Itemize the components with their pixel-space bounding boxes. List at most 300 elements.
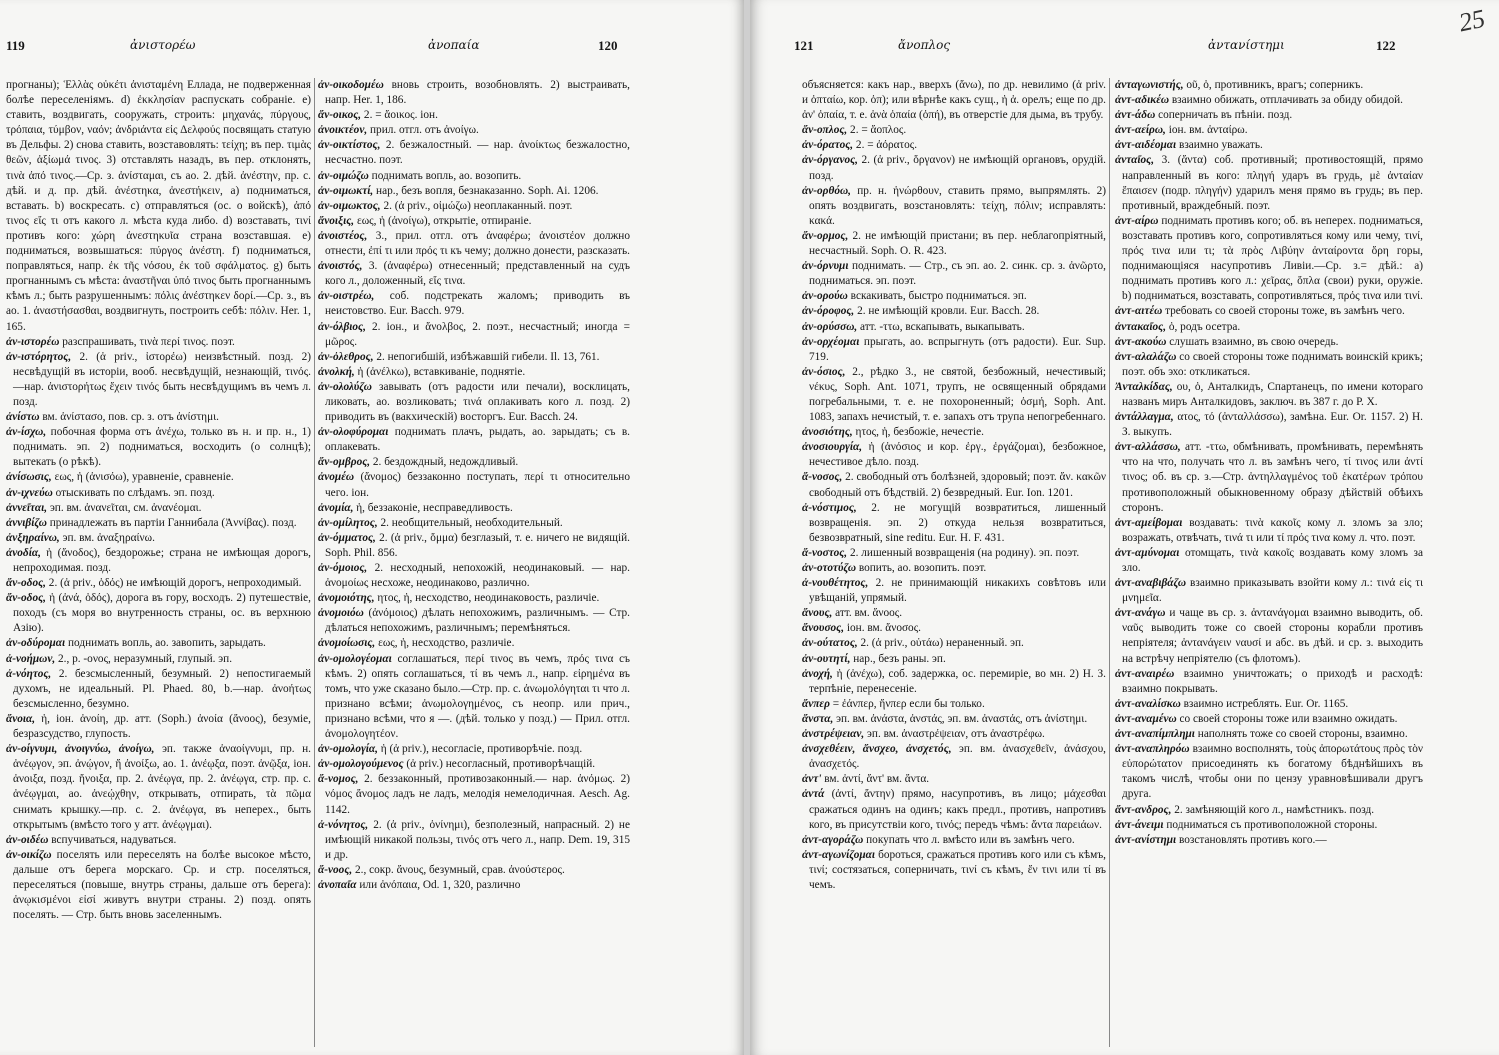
- entry-headword: ἄνουσος,: [802, 622, 845, 635]
- entry-headword: ἄ-νοος,: [318, 863, 353, 876]
- entry-definition: соглашаться, περί τινος въ чемъ, πρός τινα съ кѣмъ. 2) опять соглашаться, τί въ чемъ л., напр. εἰρημένα въ томъ, что уже сказано было.—Стр. пр. с. ἀνωμολόγηται τι что л. признано всѣми; ἀνωμολογημένος, съ неопр. или прич., признано всѣми, что я —. (дѣй. только у позд.) — Прил. отгл. ἀνομολογητέον.: [325, 652, 630, 741]
- entry-headword: ἀν-όσιος,: [802, 365, 846, 378]
- entry-headword: ἀντ-αείρω,: [1115, 124, 1166, 137]
- dictionary-entry: [6, 652, 311, 667]
- dictionary-entry: [802, 667, 1106, 697]
- dictionary-entry: [318, 199, 630, 214]
- entry-definition: вопить, ао. возопить. поэт.: [856, 562, 987, 574]
- entry-headword: ἄ-νομος,: [318, 773, 359, 786]
- dictionary-entry: [6, 833, 311, 848]
- dictionary-entry: [318, 591, 630, 606]
- dictionary-entry: [6, 591, 311, 636]
- entry-definition: ητος, ἡ, несходство, неодинаковость, различіе.: [374, 592, 600, 605]
- entry-headword: ἀντ-αιδέομαι: [1115, 139, 1177, 152]
- dictionary-entry: [6, 546, 311, 576]
- dictionary-entry: [318, 561, 630, 591]
- dictionary-entry: [1115, 803, 1423, 818]
- entry-headword: ἀν-ομολογέομαι: [318, 652, 392, 665]
- dictionary-entry: [802, 501, 1106, 546]
- dictionary-entry: [802, 727, 1106, 742]
- dictionary-entry: [318, 455, 630, 470]
- entry-headword: ἀνοπαῖα: [318, 878, 357, 891]
- entry-definition: и чаще въ ср. з. ἀντανάγομαι взаимно выводить, об. ναῦς выводить тоже со своей стороны корабли противъ непріятеля; ἀντανάγειν ναυσί и абс. въ дѣй. и ср. з. выходить на встрѣчу непріятелю (съ флотомъ).: [1122, 607, 1423, 665]
- entry-definition: 2. (ἀ priv., ὁδός) не имѣющій дорогъ, непроходимый.: [45, 577, 302, 590]
- entry-definition: ἡ (ἀ priv.), несогласіе, противорѣчіе. позд.: [377, 743, 583, 756]
- entry-definition: 2. (ἀ priv., ὄργανον) не имѣющій органовъ, орудій. позд.: [809, 154, 1106, 182]
- dictionary-entry: [318, 380, 630, 425]
- entry-headword: ἀντ-αμείβομαι: [1115, 516, 1183, 529]
- entry-headword: ἀνίσωσις,: [6, 471, 52, 484]
- entry-headword: ἀντ-αγωνίζομαι: [802, 848, 876, 861]
- entry-headword: ἀ-νουθέτητος,: [802, 577, 869, 590]
- entry-definition: требовать со своей стороны тоже, въ замѣнъ чего.: [1162, 305, 1405, 318]
- entry-headword: ἀν-οικίζω: [6, 848, 52, 861]
- right-guide-word: ἀνοπαία: [428, 38, 480, 52]
- entry-definition: вспучиваться, надуваться.: [48, 833, 177, 846]
- entry-definition: (ἀντί, ἄντην) прямо, насупротивъ, въ лицо; μάχεσθαι сражаться одинъ на одинъ; какъ предл., противъ, напротивъ кого, въ присутствіи кого, τινός; передъ чѣмъ: ἄντα παρειάων.: [809, 788, 1106, 831]
- entry-headword: ἄνοια,: [6, 712, 36, 725]
- entry-headword: ἀντ-ανίστημι: [1115, 833, 1177, 846]
- dictionary-entry: [802, 289, 1106, 304]
- entry-headword: ἄνους,: [802, 607, 833, 620]
- entry-definition: слушать взаимно, въ свою очередь.: [1166, 335, 1339, 348]
- entry-headword: ἀννεῖται,: [6, 501, 48, 514]
- entry-headword: ἀν-όμματος,: [318, 531, 376, 544]
- entry-headword: ἄν-οδος,: [6, 592, 46, 605]
- left-page-header: [0, 38, 744, 58]
- dictionary-entry: [6, 78, 311, 335]
- dictionary-entry: [318, 259, 630, 289]
- entry-definition: (ἀνόμοιος) дѣлать непохожимъ, различнымъ. — Стр. дѣлаться непохожимъ, различнымъ; перемѣняться.: [325, 607, 630, 635]
- entry-definition: 2. (ἀ priv., ὀνίνημι), безполезный, напрасный. 2) не имѣющій никакой пользы, τινός отъ чего л., напр. Dem. 19, 315 и др.: [325, 818, 630, 861]
- entry-headword: ἀντ': [802, 773, 822, 786]
- dictionary-entry: [318, 757, 630, 772]
- dictionary-entry: [1115, 138, 1423, 153]
- entry-headword: ἀν-οικοδομέω: [318, 79, 384, 91]
- dictionary-entry: [802, 787, 1106, 832]
- entry-definition: 3. (ἄντα) соб. противный; противостоящій, прямо направленный въ кого: πληγή ударъ въ грудь, μὲ ἀνταίαν ἔπαισεν (подр. πληγήν) ударилъ меня прямо въ грудь; въ пер. противный, враждебный. поэт.: [1122, 154, 1423, 212]
- entry-definition: εως, ἡ (ἀνισόω), уравненіе, сравненіе.: [51, 471, 234, 484]
- dictionary-entry: [6, 516, 311, 531]
- entry-definition: принадлежать въ партіи Ганнибала (Ἀννίβας). позд.: [46, 516, 297, 529]
- column-rule: [314, 78, 315, 1047]
- entry-definition: ατος, τό (ἀνταλλάσσω), замѣна. Eur. Or. 1157. 2) Н. З. выкупъ.: [1122, 411, 1423, 439]
- entry-definition: со своей стороны тоже или взаимно ожидать.: [1176, 712, 1398, 725]
- entry-headword: ἄνστα,: [802, 712, 834, 725]
- entry-headword: ἀνομοίωσις,: [318, 637, 376, 650]
- entry-definition: эп. вм. ἀναξηραίνω.: [59, 531, 155, 544]
- entry-definition: ἡ, беззаконіе, несправедливость.: [353, 501, 513, 514]
- page-number-120: 120: [598, 38, 618, 53]
- dictionary-entry: [802, 259, 1106, 289]
- dictionary-column-1: [802, 78, 1106, 1055]
- entry-definition: эп. также ἀναοίγνυμι, пр. н. ἀνέῳγον, эп. ἀνῴγον, ἤ ἀνοίξω, ао. 1. ἀνέῳξα, поэт. ἀνῷξα, іон. ἀνοιξα, позд. ἤνοιξα, пр. 2. ἀνέῳγα, пр. 2. ἀνέῳγα, стр. пр. с. ἀνέῳγμαι, ао. ἀνεῴχθην, открывать, отпирать, τὰ πῶμα снимать крышку.—пр. с. 2. ἀνέῳγα, въ неперех., быть открытымъ (вмѣсто того у атт. ἀνέῳγμαι).: [13, 743, 311, 831]
- dictionary-entry: [6, 531, 311, 546]
- entry-definition: эп. вм. ἀνανεῖται, см. ἀνανέομαι.: [47, 501, 202, 514]
- dictionary-entry: [318, 214, 630, 229]
- entry-headword: ἀνταῖος,: [1115, 154, 1155, 167]
- margin-handwritten-note: 25: [1456, 3, 1488, 38]
- entry-definition: эп. вм. ἀνάστα, ἀνστάς, эп. вм. ἀναστάς, отъ ἀνίστημι.: [833, 712, 1088, 725]
- dictionary-entry: [6, 636, 311, 651]
- left-page: [0, 0, 744, 1055]
- entry-headword: ἀντ-αναπίμπλημι: [1115, 728, 1195, 741]
- entry-definition: соперничать въ пѣніи. позд.: [1155, 109, 1293, 122]
- entry-definition: (ἄνομος) беззаконно поступать, περί τι относительно чего. іон.: [325, 471, 630, 499]
- dictionary-entry: [6, 335, 311, 350]
- entry-definition: завывать (отъ радости или печали), восклицать, ликовать, ао. возликовать; τινά оплакивать кого л. позд. 2) приводить въ (вакхическій) восторгъ. Eur. Bacch. 24.: [325, 380, 630, 424]
- entry-headword: ἀν-ορύσσω,: [802, 320, 858, 333]
- entry-definition: вм. ἀνίστασο, пов. ср. з. отъ ἀνίστημι.: [39, 411, 220, 424]
- entry-headword: ἀν-ομολογούμενος: [318, 758, 404, 771]
- entry-headword: ἀνστρέψειαν,: [802, 728, 865, 741]
- dictionary-entry: [1115, 78, 1423, 93]
- entry-definition: 2., сокр. ἄνους, безумный, срав. ἀνούστερος.: [352, 863, 565, 876]
- entry-headword: ἀ-νόνητος,: [318, 818, 369, 831]
- dictionary-column-2: [1115, 78, 1423, 1055]
- dictionary-entry: [318, 818, 630, 863]
- entry-definition: 2. (ἀ priv., ἱστορέω) неизвѣстный. позд. 2) несвѣдущій въ исторіи, вооб. несвѣдущій, незнающій, τινός.—нар. ἀνιστορήτως ἔχειν τινός быть несвѣдущимъ въ чемъ л. позд.: [13, 350, 311, 408]
- entry-headword: ἀννιβίζω: [6, 516, 47, 529]
- entry-headword: ἄν-οδος,: [6, 577, 46, 590]
- entry-definition: поднимать противъ кого; об. въ неперех. подниматься, возставать противъ кого, сопротивляться кому или чему, τινί, πρός τινα или τι; τὰ πρὸς Λιβύην ἀνταίροντα ὄρη горы, поднимающіяся насупротивъ Ливіи.—Ср. з.= дѣй.: а) поднимать противъ кого л.: χεῖρας, ὅπλα (свои) руки, оружіе. b) подниматься, возставать, сопротивляться, πρός τινα или τινί.: [1122, 214, 1423, 303]
- entry-definition: 2. = ἄοικος. іон.: [361, 109, 438, 122]
- entry-definition: прогнаны); Ἑλλὰς οὐκέτι ἀνισταμένη Еллада, не подверженная болѣе переселеніямъ. d) ἐκκλησίαν распускать собраніе. е) ставить, воздвигать, сооружать, строить: μηχανάς, πύργους, τρόπαια, τύμβον, ναόν; ἀνδριάντα εἰς Δελφούς посвящать статую въ Дельфы. 2) снова ставить, возставовлять: τείχη; въ пер. τιμὰς θεῶν, ἀξίωμά τινος. 3) отставлять назадъ, въ пер. отклонять, τινὰ ἀπό τινος.—Ср. з. ἀνίσταμαι, съ ао. 2. дѣй. ἀνέστην, пр. с. дѣй. и д. пр. дѣй. ἀνέστηκα, ἀνεστήκειν, a) подниматься, вставать. b) воскресать. с) отправляться (ос. о войскѣ), ἀπό τινος εἴς τι отъ какого л. мѣста куда либо. d) возставать, τινί противъ кого: χώρη ἀνεστηκυῖα страна возставшая. е) подниматься, возвышаться: πύργος ἀνέστη. f) подниматься, поправляться, напр. ἐκ τῆς νόσου, ἐκ τοῦ σφάλματος. g) быть прогнаннымъ съ мѣста: ἀναστῆναι ὑπό τινος быть прогнаннымъ кѣмъ л.; быть разрушеннымъ: πόλις ἀνέστηκεν δορί.—Ср. з., въ ао. 1. ἀναστήσασθαι, воздвигнуть, построить себѣ: πόλιν. Her. 1, 165.: [6, 79, 311, 333]
- entry-headword: ἀντακαῖος,: [1115, 320, 1167, 333]
- entry-headword: ἀντ-άδω: [1115, 109, 1156, 122]
- entry-definition: ου, ὁ, Анталкидъ, Спартанецъ, по имени котораго названъ миръ Анталкидовъ, заключ. въ 387 г. до Р. Х.: [1122, 380, 1423, 408]
- dictionary-entry: [1115, 410, 1423, 440]
- dictionary-entry: [318, 742, 630, 757]
- dictionary-column-2: [318, 78, 630, 1055]
- entry-headword: ἀντά: [802, 788, 825, 801]
- dictionary-entry: [802, 440, 1106, 470]
- dictionary-entry: [1115, 93, 1423, 108]
- entry-definition: 2. безжалостный. — нар. ἀνοίκτως безжалостно, несчастно. поэт.: [325, 139, 630, 167]
- entry-definition: атт. вм. ἄνοος.: [832, 607, 903, 620]
- entry-headword: ἀν-ιχνεύω: [6, 486, 53, 499]
- entry-definition: ἡ (ἀνά, ὁδός), дорога въ гору, восходъ. 2) путешествіе, походъ (съ моря во внутренность страны, ос. въ верхнюю Азію).: [13, 592, 311, 635]
- dictionary-entry: [1115, 153, 1423, 213]
- entry-headword: ἀντ-αλαλάζω: [1115, 350, 1177, 363]
- entry-definition: 2. несходный, непохожій, неодинаковый. — нар. ἀνομοίως несхоже, неодинаково, различно.: [325, 562, 630, 590]
- dictionary-entry: [6, 470, 311, 485]
- entry-headword: ἀνομία,: [318, 501, 354, 514]
- entry-headword: ἀντ-ανάγω: [1115, 607, 1166, 620]
- entry-definition: ητος, ἡ, безбожіе, нечестіе.: [852, 426, 984, 439]
- entry-headword: ἀν-ορθόω,: [802, 184, 851, 197]
- entry-headword: ἀν-ορούω: [802, 290, 848, 303]
- dictionary-entry: [318, 289, 630, 319]
- entry-headword: ἀνοικτέον,: [318, 124, 368, 137]
- dictionary-entry: [802, 636, 1106, 651]
- dictionary-entry: [802, 78, 1106, 123]
- entry-headword: ἄνπερ: [802, 697, 830, 710]
- dictionary-entry: [1115, 214, 1423, 305]
- dictionary-entry: [802, 772, 1106, 787]
- dictionary-entry: [1115, 712, 1423, 727]
- dictionary-entry: [1115, 833, 1423, 848]
- dictionary-entry: [802, 546, 1106, 561]
- entry-definition: или ἀνόπαια, Od. 1, 320, различно: [356, 878, 521, 891]
- entry-definition: εως, ἡ, несходство, различіе.: [375, 637, 515, 650]
- entry-headword: ἄ-νοσος,: [802, 471, 843, 484]
- entry-definition: атт. -ττω, обмѣнивать, промѣнивать, перемѣнять что на что, получать что л. въ замѣнъ чего, τί τινος или ἀντί τινος; об. въ ср. з.—Стр. ἀντηλλαγμένος τοῦ ἑκατέρων τρόπου противоположный обыкновенному образу дѣйствій обѣихъ сторонъ.: [1122, 441, 1423, 514]
- entry-headword: ἄντ-ανδρος,: [1115, 803, 1172, 816]
- entry-headword: ἄν-ομβρος,: [318, 456, 371, 469]
- dictionary-entry: [318, 470, 630, 500]
- dictionary-entry: [802, 184, 1106, 229]
- entry-headword: ἀντ-αναμένω: [1115, 712, 1177, 725]
- dictionary-entry: [318, 652, 630, 743]
- entry-headword: ἀν-οιστρέω,: [318, 290, 375, 303]
- dictionary-entry: [1115, 516, 1423, 546]
- entry-headword: ἀντ-αμύνομαι: [1115, 546, 1180, 559]
- entry-definition: взаимно обижать, отплачивать за обиду обидой.: [1169, 94, 1403, 107]
- entry-headword: ἀν-οιμώζω: [318, 169, 369, 182]
- entry-definition: воздавать: τινὰ κακοῖς кому л. зломъ за зло; возражать, отвѣчать, τινά τι или τί πρός τινα кому л. что. поэт.: [1122, 516, 1423, 544]
- entry-headword: ἀν-ομίλητος,: [318, 516, 378, 529]
- dictionary-entry: [318, 123, 630, 138]
- dictionary-entry: [1115, 123, 1423, 138]
- entry-definition: 2. (ἀ priv., ὄμμα) безглазый, т. е. ничего не видящій. Soph. Phil. 856.: [325, 531, 630, 559]
- entry-headword: ἀνοδία,: [6, 546, 41, 559]
- entry-headword: ἄν-οπλος,: [802, 124, 848, 137]
- entry-definition: ἡ (ἄνοδος), бездорожье; страна не имѣющая дорогъ, непроходимая. позд.: [13, 546, 311, 574]
- entry-definition: 2. свободный отъ болѣзней, здоровый; поэт. ἄν. κακῶν свободный отъ бѣдствій. 2) безвредный. Eur. Ion. 1201.: [809, 471, 1106, 499]
- entry-headword: ἀν-ομολογία,: [318, 743, 378, 756]
- entry-definition: 3., прил. отгл. отъ ἀναφέρω; ἀνοιστέον должно отнести, ἐπί τι или πρός τι къ чему; должно донести, разсказать.: [325, 229, 630, 258]
- entry-headword: ἀνίστω: [6, 411, 40, 424]
- entry-definition: 2. = ἄοπλος.: [847, 124, 907, 137]
- dictionary-entry: [1115, 697, 1423, 712]
- dictionary-entry: [1115, 108, 1423, 123]
- entry-definition: покупать что л. вмѣсто или въ замѣнъ чего.: [863, 833, 1075, 846]
- page-number-122: 122: [1376, 38, 1396, 53]
- entry-definition: іон. вм. ἄνοσος.: [844, 622, 922, 635]
- page-number-121: 121: [794, 38, 814, 53]
- dictionary-entry: [6, 667, 311, 712]
- entry-headword: ἀ-νόητος,: [6, 667, 52, 680]
- entry-definition: ἡ (ἀνέχω), соб. задержка, ос. перемиріе, во мн. 2) Н. З. терпѣніе, перенесеніе.: [809, 667, 1106, 695]
- right-guide-word: ἀντανίστημι: [1208, 38, 1285, 52]
- entry-definition: поселять или переселять на болѣе высокое мѣсто, дальше отъ берега морскаго. Ср. и стр. поселяться, переселяться (повыше, внутрь страны, дальше отъ берега): ἀνῳκισμένοι εἰσί живутъ внутри страны. 2) позд. опять поселять. — Стр. быть вновь заселеннымъ.: [13, 848, 311, 922]
- dictionary-entry: [802, 320, 1106, 335]
- dictionary-entry: [318, 365, 630, 380]
- entry-definition: 2. іон., и ἄνολβος, 2. поэт., несчастный; иногда = μῶρος.: [325, 320, 630, 348]
- entry-headword: ἀν-ιστορέω: [6, 335, 60, 348]
- page-number-119: 119: [6, 38, 25, 53]
- entry-headword: ἀνομοιότης,: [318, 592, 375, 605]
- entry-definition: наполнять тоже со своей стороны, взаимно.: [1194, 728, 1408, 741]
- entry-definition: эп. вм. ἀνασχεθεῖν, ἀνάσχου, ἀνασχετός.: [809, 743, 1106, 771]
- dictionary-entry: [802, 712, 1106, 727]
- entry-headword: ἀν-ιστόρητος,: [6, 350, 72, 363]
- dictionary-entry: [318, 878, 630, 893]
- entry-headword: ἀντ-αναβιβάζω: [1115, 577, 1187, 590]
- entry-headword: ἄνοιξις,: [318, 214, 355, 227]
- entry-definition: 2., р. -ονος, неразумный, глупый. эп.: [55, 652, 233, 665]
- entry-headword: ἀν-ὀλεθρος,: [318, 350, 374, 363]
- entry-headword: ἀν-οιμωκτος,: [318, 199, 381, 212]
- entry-definition: прыгать, ао. вспрыгнуть (отъ радости). Eur. Sup. 719.: [809, 335, 1106, 363]
- entry-definition: пр. н. ἠνώρθουν, ставить прямо, выпрямлять. 2) опять воздвигать, возстановлять: τείχη, πόλιν; исправлять: κακά.: [809, 184, 1106, 227]
- entry-definition: 2. (ἀ priv., οἰμώζω) неоплаканный. поэт.: [380, 199, 573, 212]
- entry-headword: ἀν-ούτατος,: [802, 637, 858, 650]
- entry-definition: = ἐάνπερ, ἤνπερ если бы только.: [829, 697, 985, 710]
- dictionary-entry: [6, 501, 311, 516]
- dictionary-entry: [802, 848, 1106, 893]
- left-guide-word: ἄνοπλος: [898, 38, 951, 52]
- entry-definition: 2. не принимающій никакихъ совѣтовъ или увѣщаній, упрямый.: [809, 577, 1106, 605]
- entry-definition: нар., безъ вопля, безнаказанно. Soph. Ai. 1206.: [373, 184, 599, 197]
- entry-definition: 2., рѣдко 3., не святой, безбожный, нечестивый; νέκυς, Soph. Ant. 1071, трупъ, не освященный обрядами погребальными, т. е. не похороненный; ὀσμή, Soph. Ant. 1083, запахъ нечистый, т. е. запахъ отъ трупа непогребеннаго.: [809, 365, 1106, 424]
- dictionary-entry: [1115, 606, 1423, 666]
- entry-headword: ἀνοχή,: [802, 667, 833, 680]
- entry-definition: (ἀ priv.) несогласный, противорѣчащій.: [403, 758, 596, 771]
- entry-definition: 2. = ἀόρατος.: [853, 139, 918, 152]
- entry-headword: ἀνοιστέος,: [318, 229, 368, 242]
- entry-definition: объясняется: какъ нар., вверхъ (ἄνω), по др. невилимо (ἀ priv. и ὀπταίω, кор. ὀπ); или вѣрнѣе какъ сущ., ἡ ἁ. орелъ; еще по др. ἀν' ὀπαία, т. е. ἀνὰ ὀπαία (ὀπή), въ отверстіе для дыма, въ трубу.: [802, 79, 1106, 122]
- entry-headword: ἀνοσιουργία,: [802, 441, 863, 454]
- entry-definition: поднимать плачъ, рыдать, ао. зарыдать; съ в. оплакевать.: [325, 426, 630, 454]
- dictionary-entry: [802, 621, 1106, 636]
- entry-headword: ἀν-όμοιος,: [318, 562, 368, 574]
- entry-headword: ἀνομοιόω: [318, 607, 364, 620]
- entry-definition: 2. беззаконный, противозаконный.— нар. ἀνόμως. 2) νόμος ἄνομος ладъ не ладъ, мелодія немелодичная. Aesch. Ag. 1142.: [325, 773, 630, 816]
- entry-headword: ἀντ-άνειμι: [1115, 818, 1164, 831]
- dictionary-entry: [6, 350, 311, 410]
- entry-headword: ἀν-όλβιος,: [318, 320, 366, 333]
- entry-headword: ἀν-οιμωκτί,: [318, 184, 374, 197]
- column-rule: [1109, 78, 1110, 1047]
- dictionary-column-1: [6, 78, 311, 1055]
- entry-headword: ἀν-οικτίστος,: [318, 139, 381, 152]
- entry-definition: взаимно восполнять, τοὺς ἀπορωτάτους πρὸς τὸν εὐπορώτατον присоединять къ богатому бѣднѣйшихъ въ такомъ числѣ, чтобы они по цензу уравновѣшивали другъ друга.: [1122, 743, 1423, 801]
- entry-headword: ἀν-ολοφύρομαι: [318, 426, 389, 439]
- entry-headword: ἀντ-αίρω: [1115, 214, 1159, 227]
- entry-definition: 2. замѣняющій кого л., намѣстникъ. позд.: [1171, 803, 1375, 816]
- entry-definition: ἡ, іон. ἀνοίη, др. атт. (Soph.) ἀνοία (ἄνοος), безуміе, безразсудство, глупость.: [13, 712, 311, 741]
- dictionary-entry: [318, 184, 630, 199]
- dictionary-entry: [802, 123, 1106, 138]
- entry-definition: поднимать. — Стр., съ эп. ао. 2. синк. ср. з. ἀνῶρτο, подниматься. эп. поэт.: [809, 260, 1106, 288]
- entry-headword: ἀν-οδύρομαι: [6, 637, 66, 650]
- entry-headword: ἀντ-αναιρέω: [1115, 667, 1175, 680]
- entry-definition: вновь строить, возобновлять. 2) выстраивать, напр. Her. 1, 186.: [325, 79, 630, 107]
- entry-headword: ἀντ-αιτέω: [1115, 305, 1163, 318]
- entry-headword: ἀνομέω: [318, 471, 354, 484]
- dictionary-entry: [318, 606, 630, 636]
- entry-definition: 2. лишенный возвращенія (на родину). эп. поэт.: [847, 546, 1080, 559]
- dictionary-entry: [802, 833, 1106, 848]
- entry-headword: ἀντ-αναπληρόω: [1115, 743, 1190, 756]
- entry-definition: эп. вм. ἀναστρέψειαν, отъ ἀναστρέφω.: [864, 728, 1045, 741]
- entry-headword: ἀν-όρατος,: [802, 139, 854, 152]
- dictionary-entry: [802, 561, 1106, 576]
- dictionary-entry: [318, 169, 630, 184]
- dictionary-entry: [802, 425, 1106, 440]
- entry-headword: ἀν-ολολύζω: [318, 380, 372, 393]
- entry-headword: ἀνξηραίνω,: [6, 531, 60, 544]
- entry-headword: ἀν-οτοτύζω: [802, 562, 856, 574]
- dictionary-entry: [318, 78, 630, 108]
- entry-headword: ἀντ-αγοράζω: [802, 833, 864, 846]
- entry-headword: ἀν-οιδέω: [6, 833, 49, 846]
- dictionary-entry: [1115, 576, 1423, 606]
- dictionary-entry: [1115, 667, 1423, 697]
- dictionary-entry: [802, 365, 1106, 425]
- entry-headword: ἀ-νόστιμος,: [802, 501, 857, 514]
- entry-definition: εως, ἡ (ἀνοίγω), открытіе, отпираніе.: [354, 214, 532, 227]
- entry-definition: ὁ, родъ осетра.: [1166, 320, 1241, 333]
- entry-definition: подниматься съ противоположной стороны.: [1163, 818, 1378, 831]
- entry-definition: возстановлять противъ кого.—: [1176, 833, 1327, 846]
- dictionary-entry: [802, 576, 1106, 606]
- dictionary-entry: [6, 848, 311, 923]
- entry-headword: ἀντάλλαγμα,: [1115, 411, 1174, 424]
- entry-headword: Ἀνταλκίδας,: [1115, 380, 1173, 393]
- dictionary-entry: [318, 425, 630, 455]
- dictionary-entry: [318, 320, 630, 350]
- left-guide-word: ἀνιστορέω: [130, 38, 196, 52]
- entry-definition: 3. (ἀναφέρω) отнесенный; представленный на судъ кого л., доложенный, εἴς τινα.: [325, 260, 630, 288]
- entry-definition: атт. -ττω, вскапывать, выкапывать.: [857, 320, 1025, 333]
- entry-definition: 2. непогибшій, избѣжавшій гибели. Il. 13, 761.: [373, 350, 600, 363]
- dictionary-entry: [318, 516, 630, 531]
- dictionary-entry: [802, 229, 1106, 259]
- dictionary-entry: [318, 863, 630, 878]
- entry-headword: ἀντ-αλλάσσω,: [1115, 441, 1181, 454]
- dictionary-entry: [1115, 304, 1423, 319]
- entry-headword: ἄν-ορμος,: [802, 229, 849, 242]
- dictionary-entry: [318, 501, 630, 516]
- dictionary-entry: [1115, 440, 1423, 515]
- entry-definition: бороться, сражаться противъ кого или съ кѣмъ, τινί; состязаться, соперничать, τινί съ кѣмъ, ἔν τινι или τί въ чемъ.: [809, 848, 1106, 891]
- entry-headword: ἀνταγωνιστής,: [1115, 79, 1184, 91]
- entry-definition: 2. не могущій возвратиться, лишенный возвращенія. эп. 2) откуда нельзя возвратиться, безвозвратный, sine reditu. Eur. H. F. 431.: [809, 501, 1106, 544]
- dictionary-entry: [802, 652, 1106, 667]
- entry-definition: ἡ (ἀνόσιος и кор. ἐργ., ἐργάζομαι), безбожное, нечестивое дѣло. позд.: [809, 441, 1106, 469]
- entry-headword: ἀνσχεθέειν, ἄνσχεο, ἀνσχετός,: [802, 743, 952, 756]
- entry-headword: ἀν-όργανος,: [802, 154, 858, 167]
- entry-definition: вскакивать, быстро подниматься. эп.: [847, 290, 1027, 303]
- entry-definition: іон. вм. ἀνταίρω.: [1165, 124, 1248, 137]
- entry-definition: 2. бездождный, недождливый.: [370, 456, 519, 469]
- dictionary-entry: [6, 486, 311, 501]
- entry-definition: отомщать, τινὰ κακοῖς воздавать кому зломъ за зло.: [1122, 546, 1423, 574]
- entry-definition: соб. подстрекать жаломъ; приводить въ неистовство. Eur. Bacch. 979.: [325, 290, 630, 318]
- entry-headword: ἀνολκή,: [318, 365, 355, 378]
- entry-definition: со своей стороны тоже поднимать воинскій крикъ; поэт. объ эхо: откликаться.: [1122, 350, 1423, 378]
- dictionary-entry: [802, 138, 1106, 153]
- entry-definition: οῦ, ὁ, противникъ, врагъ; соперникъ.: [1183, 79, 1364, 91]
- entry-definition: взаимно приказывать взойти кому л.: τινά εἰς τι μνημεῖα.: [1122, 577, 1423, 605]
- entry-definition: отыскивать по слѣдамъ. эп. позд.: [52, 486, 215, 499]
- entry-headword: ἄν-οικος,: [318, 109, 362, 122]
- entry-headword: ἀν-ορχέομαι: [802, 335, 860, 348]
- dictionary-entry: [6, 742, 311, 833]
- entry-headword: ἄ-νοστος,: [802, 546, 848, 559]
- entry-definition: 2. не имѣющій кровли. Eur. Bacch. 28.: [854, 305, 1040, 318]
- entry-definition: взаимно уничтожать; о приходѣ и расходѣ: взаимно покрывать.: [1122, 667, 1423, 695]
- dictionary-entry: [802, 153, 1106, 183]
- dictionary-entry: [318, 772, 630, 817]
- dictionary-entry: [318, 350, 630, 365]
- dictionary-entry: [1115, 320, 1423, 335]
- entry-headword: ἀνοσιότης,: [802, 426, 853, 439]
- dictionary-entry: [802, 606, 1106, 621]
